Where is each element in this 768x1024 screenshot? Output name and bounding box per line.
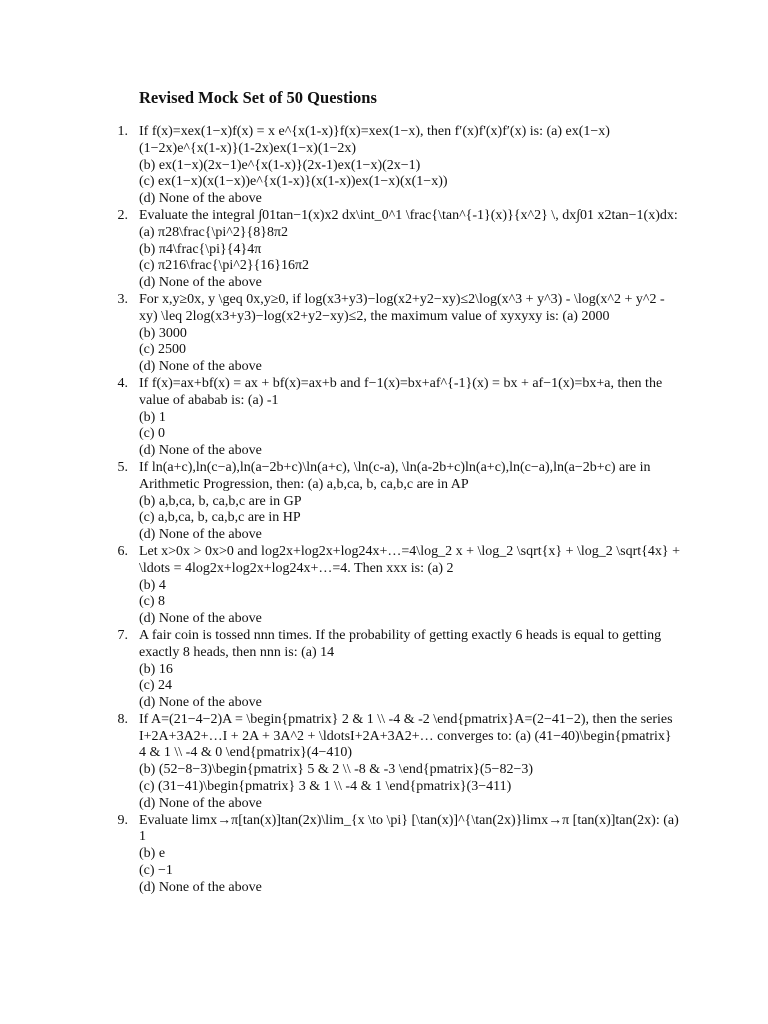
answer-option: (d) None of the above	[139, 795, 262, 811]
question-stem: If ln(a+c),ln(c−a),ln(a−2b+c)\ln(a+c), \ln(c-a), \ln(a-2b+c)ln(a+c),ln(c−a),ln(a−2b+c) are in Arithmetic Progression, then: (a) a,b,ca, b, ca,b,c are in AP	[139, 459, 651, 492]
question-number: 8 .	[108, 712, 128, 729]
question-item	[108, 292, 680, 376]
question-number: 1 .	[108, 124, 128, 141]
answer-option: (c) π216\frac{\pi^2}{16}16π2	[139, 258, 310, 274]
answer-option: (b) 1	[139, 409, 166, 425]
question-number: 7 .	[108, 628, 128, 645]
answer-option: (c) a,b,ca, b, ca,b,c are in HP	[139, 510, 301, 526]
question-stem: If f(x)=xex(1−x)f(x) = x e^{x(1-x)}f(x)=xex(1−x), then f′(x)f'(x)f′(x) is: (a) ex(1−x)(1−2x)e^{x(1-x)}(1-2x)ex(1−x)(1−2x)	[139, 124, 610, 156]
answer-option: (c) (31−41)\begin{pmatrix} 3 & 1 \\ -4 & 1 \end{pmatrix}(3−411)	[139, 779, 512, 795]
question-number: 5 .	[108, 460, 128, 477]
answer-option: (c) 2500	[139, 342, 187, 358]
answer-option: (b) (52−8−3)\begin{pmatrix} 5 & 2 \\ -8 & -3 \end{pmatrix}(5−82−3)	[139, 762, 534, 778]
answer-option: (d) None of the above	[139, 275, 262, 291]
question-number: 6 .	[108, 544, 128, 561]
question-stem: Let x>0x > 0x>0 and log2x+log2x+log24x+…=4\log_2 x + \log_2 \sqrt{x} + \log_2 \sqrt{4x} + \ldots = 4log2x+log2x+log24x+…=4. Then xxx is: (a) 2	[139, 543, 680, 576]
answer-option: (c) 8	[139, 594, 166, 610]
question-stem: For x,y≥0x, y \geq 0x,y≥0, if log(x3+y3)−log(x2+y2−xy)≤2\log(x^3 + y^3) - \log(x^2 + y^2 - xy) \leq 2log(x3+y3)−log(x2+y2−xy)≤2, the maximum value of xyxyxy is: (a) 2000	[139, 291, 665, 324]
answer-option: (d) None of the above	[139, 879, 262, 895]
answer-option: (d) None of the above	[139, 527, 262, 543]
answer-option: (b) 16	[139, 661, 173, 677]
question-stem: If A=(21−4−2)A = \begin{pmatrix} 2 & 1 \\ -4 & -2 \end{pmatrix}A=(2−41−2), then the series I+2A+3A2+…I + 2A + 3A^2 + \ldotsI+2A+3A2+… converges to: (a) (41−40)\begin{pmatrix} 4 & 1 \\ -4 & 0 \end{pmatrix}(4−410)	[139, 711, 673, 761]
question-list	[108, 124, 680, 897]
answer-option: (c) −1	[139, 863, 173, 879]
answer-option: (d) None of the above	[139, 443, 262, 459]
answer-option: (d) None of the above	[139, 359, 262, 375]
answer-option: (b) 4	[139, 577, 166, 593]
answer-option: (c) 0	[139, 426, 166, 442]
question-stem: A fair coin is tossed nnn times. If the probability of getting exactly 6 heads is equal to getting exactly 8 heads, then nnn is: (a) 14	[139, 627, 662, 660]
question-item	[108, 460, 680, 544]
answer-option: (b) 3000	[139, 325, 187, 341]
question-number: 4 .	[108, 376, 128, 393]
question-item	[108, 628, 680, 712]
question-stem: Evaluate the integral ∫01tan−1(x)x2 dx\int_0^1 \frac{\tan^{-1}(x)}{x^2} \, dx∫01 x2tan−1(x)dx: (a) π28\frac{\pi^2}{8}8π2	[139, 207, 678, 240]
question-stem: If f(x)=ax+bf(x) = ax + bf(x)=ax+b and f−1(x)=bx+af^{-1}(x) = bx + af−1(x)=bx+a, then the value of ababab is: (a) -1	[139, 375, 663, 408]
question-number: 3 .	[108, 292, 128, 309]
question-item	[108, 712, 680, 813]
question-item	[108, 124, 680, 208]
answer-option: (d) None of the above	[139, 611, 262, 627]
answer-option: (d) None of the above	[139, 191, 262, 207]
question-item	[108, 813, 680, 897]
answer-option: (c) ex(1−x)(x(1−x))e^{x(1-x)}(x(1-x))ex(1−x)(x(1−x))	[139, 174, 448, 190]
answer-option: (c) 24	[139, 678, 173, 694]
question-item	[108, 208, 680, 292]
page-title: Revised Mock Set of 50 Questions	[139, 88, 377, 107]
answer-option: (b) ex(1−x)(2x−1)e^{x(1-x)}(2x-1)ex(1−x)(2x−1)	[139, 157, 421, 173]
answer-option: (b) e	[139, 846, 166, 862]
answer-option: (b) a,b,ca, b, ca,b,c are in GP	[139, 493, 302, 509]
question-number: 2 .	[108, 208, 128, 225]
answer-option: (d) None of the above	[139, 695, 262, 711]
question-stem: Evaluate limx→π[tan(x)]tan(2x)\lim_{x \to \pi} [\tan(x)]^{\tan(2x)}limx→π [tan(x)]tan(2x): (a) 1	[139, 812, 679, 845]
question-item	[108, 544, 680, 628]
answer-option: (b) π4\frac{\pi}{4}4π	[139, 241, 262, 257]
question-item	[108, 376, 680, 460]
question-number: 9 .	[108, 813, 128, 830]
